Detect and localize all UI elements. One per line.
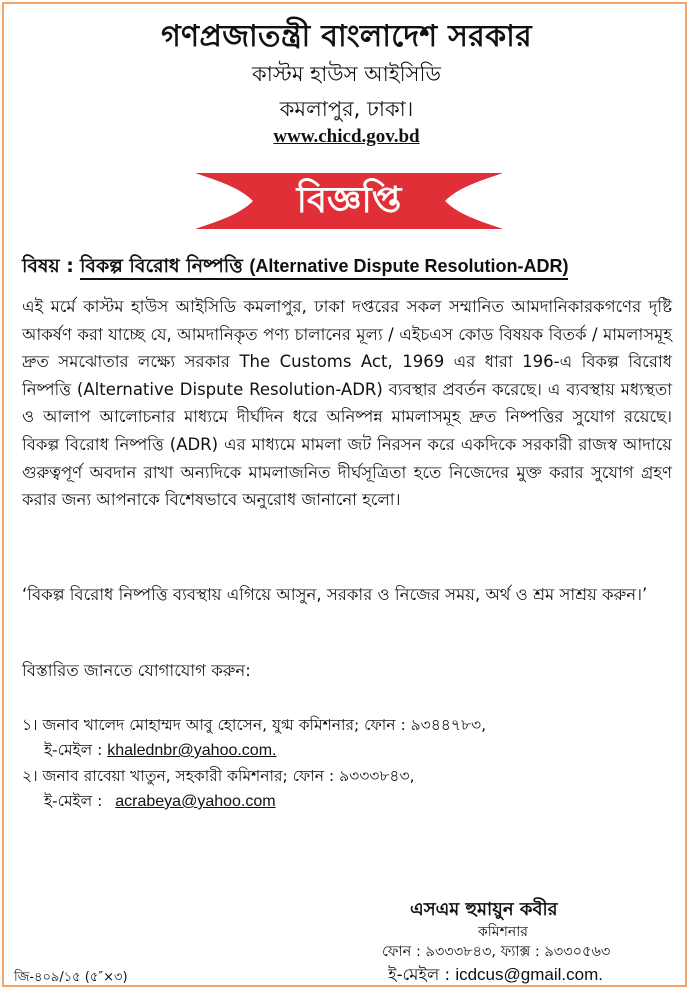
subject-text (80, 255, 569, 280)
website-link[interactable]: www.chicd.gov.bd (273, 126, 420, 147)
government-title: গণপ্রজাতন্ত্রী বাংলাদেশ সরকার (161, 19, 532, 54)
subject-line (22, 252, 568, 284)
subject-text-en: (Alternative Dispute Resolution-ADR) (249, 256, 569, 276)
signatory-name: এসএম হুমায়ুন কবীর (410, 899, 558, 920)
notice-banner-text: বিজ্ঞপ্তি (296, 180, 402, 221)
contact-2-email-row (44, 789, 276, 815)
contact-2-email-link[interactable]: acrabeya@yahoo.com (115, 793, 276, 810)
contact-1-email-label: ই-মেইল : (44, 741, 103, 759)
contact-1-email-link[interactable]: khalednbr@yahoo.com. (107, 742, 277, 759)
notice-banner (195, 171, 503, 231)
notice-paragraph: এই মর্মে কাস্টম হাউস আইসিডি কমলাপুর, ঢাকা দপ্তরের সকল সম্মানিত আমদানিকারকগণের দৃষ্টি আকর্ষণ করা যাচ্ছে যে, আমদানিকৃত পণ্য চালানের মূল্য / এইচএস কোড বিষয়ক বিতর্ক / মামলাসমূহ দ্রুত সমঝোতার লক্ষ্যে সরকার The Customs Act, 1969 এর ধারা 196-এ বিকল্প বিরোধ নিষ্পত্তি (Alternative Dispute Resolution-ADR) ব্যবস্থার প্রবর্তন করেছে। এ ব্যবস্থায় মধ্যস্থতা ও আলাপ আলোচনার মাধ্যমে দীর্ঘদিন ধরে অনিষ্পন্ন মামলাসমূহ দ্রুত নিষ্পত্তির সুযোগ রয়েছে। বিকল্প বিরোধ নিষ্পত্তি (ADR) এর মাধ্যমে মামলা জট নিরসন করে একদিকে সরকারী রাজস্ব আদায়ে গুরুত্বপূর্ণ অবদান রাখা অন্যদিকে মামলাজনিত দীর্ঘসূত্রিতা হতে নিজেদের মুক্ত করার সুযোগ গ্রহণ করার জন্য আপনাকে বিশেষভাবে অনুরোধ জানানো হলো। (22, 297, 672, 510)
office-name: কাস্টম হাউস আইসিডি (252, 62, 441, 86)
notice-quote: ‘বিকল্প বিরোধ নিষ্পত্তি ব্যবস্থায় এগিয়ে আসুন, সরকার ও নিজের সময়, অর্থ ও শ্রম সাশ্রয় করুন।’ (22, 585, 648, 604)
contact-1-line: ১। জনাব খালেদ মোহাম্মদ আবু হোসেন, যুগ্ম কমিশনার; ফোন : ৯৩৪৪৭৮৩, (22, 716, 487, 734)
signatory-email-label: ই-মেইল : (388, 965, 451, 984)
signatory-designation: কমিশনার (478, 924, 528, 940)
ad-code: জি-৪০৯/১৫ (৫″×৩) (14, 970, 128, 985)
contact-1-email-row (44, 738, 276, 764)
contact-2-email-label: ই-মেইল : (44, 792, 103, 810)
contact-heading: বিস্তারিত জানতে যোগাযোগ করুন: (22, 661, 251, 680)
subject-text-bn: বিকল্প বিরোধ নিষ্পত্তি (79, 255, 243, 277)
office-location: কমলাপুর, ঢাকা। (279, 97, 414, 121)
subject-label: বিষয় : (22, 255, 74, 277)
signatory-phone-fax: ফোন : ৯৩৩৩৮৪৩, ফ্যাক্স : ৯৩৩০৫৬৩ (382, 944, 611, 960)
contact-2-line: ২। জনাব রাবেয়া খাতুন, সহকারী কমিশনার; ফোন : ৯৩৩৩৮৪৩, (22, 767, 415, 785)
signatory-email-link[interactable]: icdcus@gmail.com. (455, 965, 603, 984)
signatory-email-row (388, 962, 603, 989)
